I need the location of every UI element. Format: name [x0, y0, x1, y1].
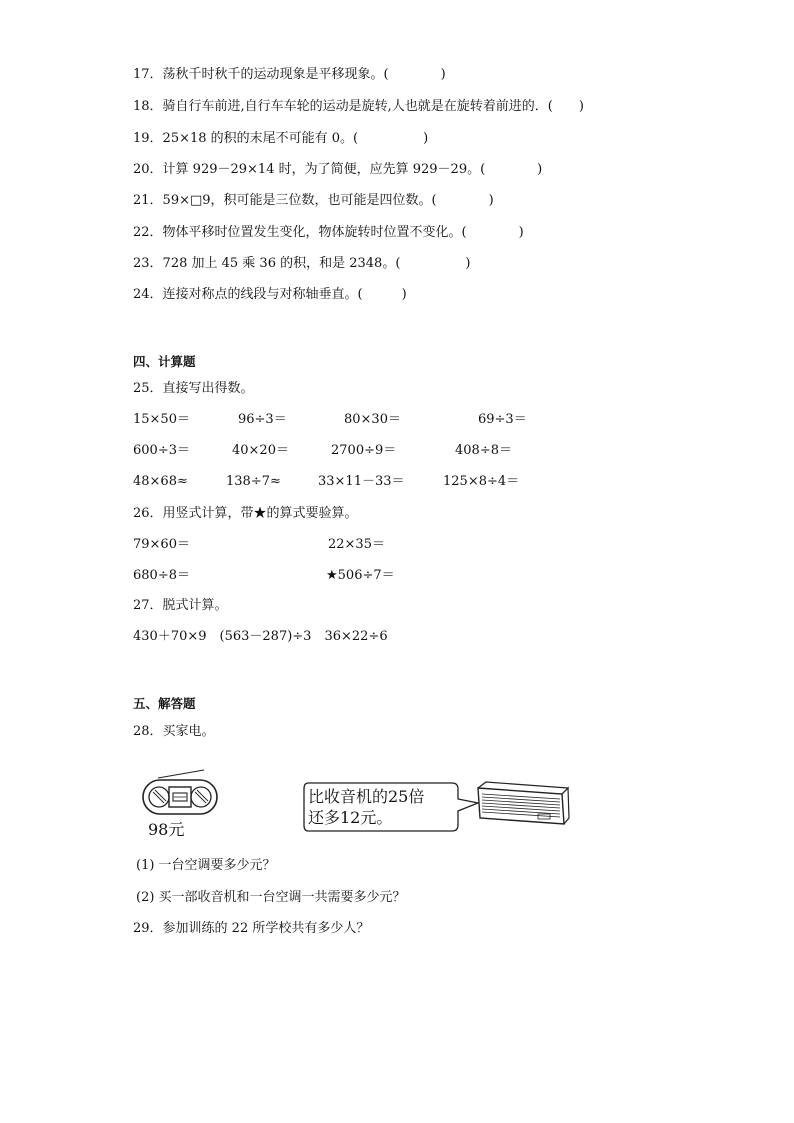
vertical-calc: 22×35＝	[328, 537, 385, 552]
bubble-text-line2: 还多12元。	[308, 808, 393, 827]
radio-price: 98元	[148, 820, 185, 839]
oral-calc: 600÷3＝	[133, 443, 190, 458]
question-26: 26．用竖式计算，带★的算式要验算。	[133, 506, 358, 521]
judge-item-20: 20．计算 929－29×14 时，为了简便，应先算 929－29。( )	[133, 162, 543, 177]
stepwise-calc: 430＋70×9 (563－287)÷3 36×22÷6	[133, 629, 388, 644]
oral-calc: 33×11－33＝	[318, 474, 405, 489]
bubble-text-line1: 比收音机的25倍	[308, 787, 425, 806]
oral-calc: 138÷7≈	[226, 474, 281, 489]
judge-item-23: 23．728 加上 45 乘 36 的积，和是 2348。( )	[133, 256, 471, 271]
section-5-heading: 五、解答题	[133, 696, 196, 711]
question-29: 29．参加训练的 22 所学校共有多少人？	[133, 921, 370, 936]
radio-icon	[138, 768, 222, 818]
vertical-calc: 79×60＝	[133, 537, 190, 552]
oral-calc: 2700÷9＝	[331, 443, 397, 458]
oral-calc: 80×30＝	[344, 412, 401, 427]
vertical-calc: 680÷8＝	[133, 568, 190, 583]
oral-calc: 15×50＝	[133, 412, 190, 427]
question-27: 27．脱式计算。	[133, 598, 228, 613]
question-28: 28．买家电。	[133, 724, 215, 739]
oral-calc: 96÷3＝	[238, 412, 287, 427]
section-4-heading: 四、计算题	[133, 354, 196, 369]
oral-calc: 408÷8＝	[455, 443, 512, 458]
oral-calc: 69÷3＝	[478, 412, 527, 427]
vertical-calc: ★506÷7＝	[326, 568, 395, 583]
judge-item-21: 21．59×□9，积可能是三位数，也可能是四位数。( )	[133, 193, 494, 208]
oral-calc: 48×68≈	[133, 474, 188, 489]
judge-item-17: 17．荡秋千时秋千的运动现象是平移现象。( )	[133, 67, 446, 82]
sub-question-1: (1) 一台空调要多少元？	[136, 858, 276, 873]
oral-calc: 125×8÷4＝	[443, 474, 520, 489]
judge-item-24: 24．连接对称点的线段与对称轴垂直。( )	[133, 287, 407, 302]
judge-item-18: 18．骑自行车前进,自行车车轮的运动是旋转,人也就是在旋转着前进的．( )	[133, 99, 584, 114]
air-conditioner-icon	[474, 780, 570, 832]
question-25: 25．直接写出得数。	[133, 381, 254, 396]
judge-item-19: 19．25×18 的积的末尾不可能有 0。( )	[133, 131, 429, 146]
judge-item-22: 22．物体平移时位置发生变化，物体旋转时位置不变化。( )	[133, 225, 524, 240]
oral-calc: 40×20＝	[232, 443, 289, 458]
sub-question-2: (2) 买一部收音机和一台空调一共需要多少元？	[136, 890, 406, 905]
